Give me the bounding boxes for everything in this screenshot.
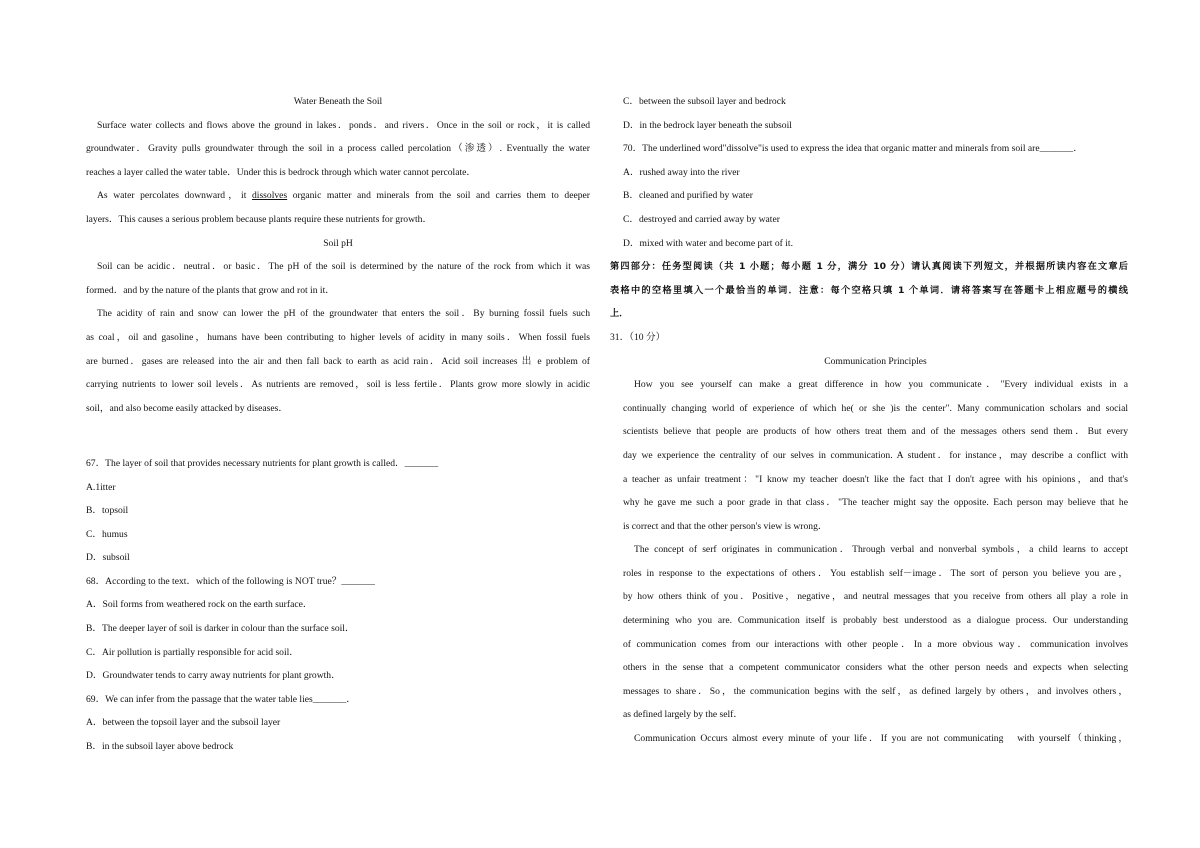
paragraph-line: by how others think of you．Positive，negative，and neutral messages that you receive from others all play a role in (623, 591, 1128, 603)
paragraph-line: day we experience the centrality of our selves in communication. A student．for instance，may describe a conflict with (623, 449, 1128, 461)
option-line: C．Air pollution is partially responsible for acid soil． (86, 646, 299, 658)
paragraph-line (86, 184, 590, 208)
question-number: 31．（10 分） (610, 331, 666, 343)
option-line: B．The deeper layer of soil is darker in colour than the surface soil． (86, 623, 355, 635)
section-instruction: 表格中的空格里填入一个最恰当的单词．注意：每个空格只填 1 个单词．请将答案写在答题卡上相应题号的横线 (610, 284, 1128, 296)
section-instruction: 第四部分：任务型阅读（共 1 小题；每小题 1 分，满分 10 分）请认真阅读下列短文，并根据所读内容在文章后 (610, 261, 1128, 273)
paragraph-line: Surface water collects and flows above the ground in lakes．ponds．and rivers．Once in the soil or rock，it is called (97, 119, 590, 131)
section-instruction: 上． (610, 308, 629, 320)
paragraph-line: a teacher as unfair treatment："I know my teacher doesn't like the fact that I don't agree with his opinions，and that's (623, 473, 1128, 485)
section-subtitle: Soil pH (323, 237, 353, 249)
option-line: C．between the subsoil layer and bedrock (623, 96, 786, 107)
paragraph-line: formed．and by the nature of the plants that grow and rot in it． (86, 284, 335, 296)
passage-title: Communication Principles (824, 355, 927, 367)
paragraph-line: groundwater．Gravity pulls groundwater through the soil in a process called percolation（渗透）. Eventually the water (86, 143, 590, 155)
text-segment: As water percolates downward，it (97, 190, 252, 202)
paragraph-line: is correct and that the other person's view is wrong． (623, 520, 828, 532)
option-line: B．in the subsoil layer above bedrock (86, 741, 234, 753)
option-line: D．subsoil (86, 552, 130, 564)
option-line: A．Soil forms from weathered rock on the earth surface． (86, 599, 313, 611)
paragraph-line: why he gave me such a poor grade in that class．"The teacher might say the opposite. Each person may believe that he (623, 497, 1128, 509)
option-line: D．Groundwater tends to carry away nutrients for plant growth． (86, 670, 341, 682)
spacer (86, 420, 590, 444)
option-line: B．topsoil (86, 505, 129, 517)
paragraph-line: others in the sense that a competent communicator considers what the other person needs and expects when selecting (623, 662, 1128, 674)
paragraph-line: The concept of serf originates in communication．Through verbal and nonverbal symbols，a child learns to accept (634, 544, 1128, 556)
paragraph-line: soil，and also become easily attacked by diseases． (86, 402, 288, 414)
paragraph-line: messages to share．So，the communication begins with the self，as defined largely by others，and involves others， (623, 685, 1128, 697)
paragraph-line: as coal，oil and gasoline，humans have been contributing to higher levels of acidity in many soils．When fossil fuels (86, 331, 590, 343)
question-line: 70．The underlined word"dissolve"is used to express the idea that organic matter and minerals from soil are_______． (623, 143, 1083, 155)
left-column (86, 90, 590, 759)
option-line: B．cleaned and purified by water (623, 190, 753, 202)
paragraph-line: as defined largely by the self． (623, 709, 743, 721)
option-line: C．humus (86, 528, 128, 540)
passage-title: Water Beneath the Soil (293, 96, 383, 107)
paragraph-line: How you see yourself can make a great difference in how you communicate．"Every individual exists in a (634, 379, 1128, 391)
option-line: D．mixed with water and become part of it. (623, 237, 793, 249)
option-line: A．rushed away into the river (623, 166, 740, 178)
paragraph-line: reaches a layer called the water table．Under this is bedrock through which water cannot percolate． (86, 166, 476, 178)
question-line: 69．We can infer from the passage that the water table lies_______． (86, 693, 356, 705)
paragraph-line: carrying nutrients to lower soil levels．As nutrients are removed，soil is less fertile．Plants grow more slowly in acidic (86, 379, 590, 391)
paragraph-line: are burned．gases are released into the air and then fall back to earth as acid rain．Acid soil increases 出 e problem of (86, 355, 590, 367)
spacer (86, 444, 590, 452)
option-line: D．in the bedrock layer beneath the subsoil (623, 119, 792, 131)
paragraph-line: Communication Occurs almost every minute of your life．If you are not communicating with yourself（thinking， (634, 733, 1128, 745)
option-line: C．destroyed and carried away by water (623, 213, 780, 225)
paragraph-line: The acidity of rain and snow can lower the pH of the groundwater that enters the soil．By burning fossil fuels such (97, 308, 590, 320)
right-column (610, 90, 1128, 751)
question-line: 67．The layer of soil that provides necessary nutrients for plant growth is called．_______ (86, 457, 439, 469)
text-segment: organic matter and minerals from the soil and carries them to deeper (287, 190, 590, 202)
paragraph-line: layers．This causes a serious problem because plants require these nutrients for growth． (86, 213, 433, 225)
paragraph-line: Soil can be acidic．neutral．or basic．The pH of the soil is determined by the nature of the rock from which it was (97, 261, 590, 273)
question-line: 68．According to the text．which of the following is NOT true？_______ (86, 575, 375, 587)
paragraph-line: scientists believe that people are products of how others treat them and of the messages others send them．But every (623, 426, 1128, 438)
option-line: A．between the topsoil layer and the subsoil layer (86, 717, 281, 729)
underlined-word: dissolves (251, 190, 288, 202)
paragraph-line: roles in response to the expectations of others．You establish self－image．The sort of person you believe you are， (623, 567, 1128, 579)
paragraph-line: of communication comes from our interactions with other people．In a more obvious way．communication involves (623, 638, 1128, 650)
paragraph-line: continually changing world of experience of which he( or she )is the center". Many communication scholars and social (623, 402, 1128, 414)
paragraph-line: determining who you are. Communication itself is probably best understood as a dialogue process. Our understanding (623, 615, 1128, 627)
option-line: A.1itter (86, 481, 116, 493)
